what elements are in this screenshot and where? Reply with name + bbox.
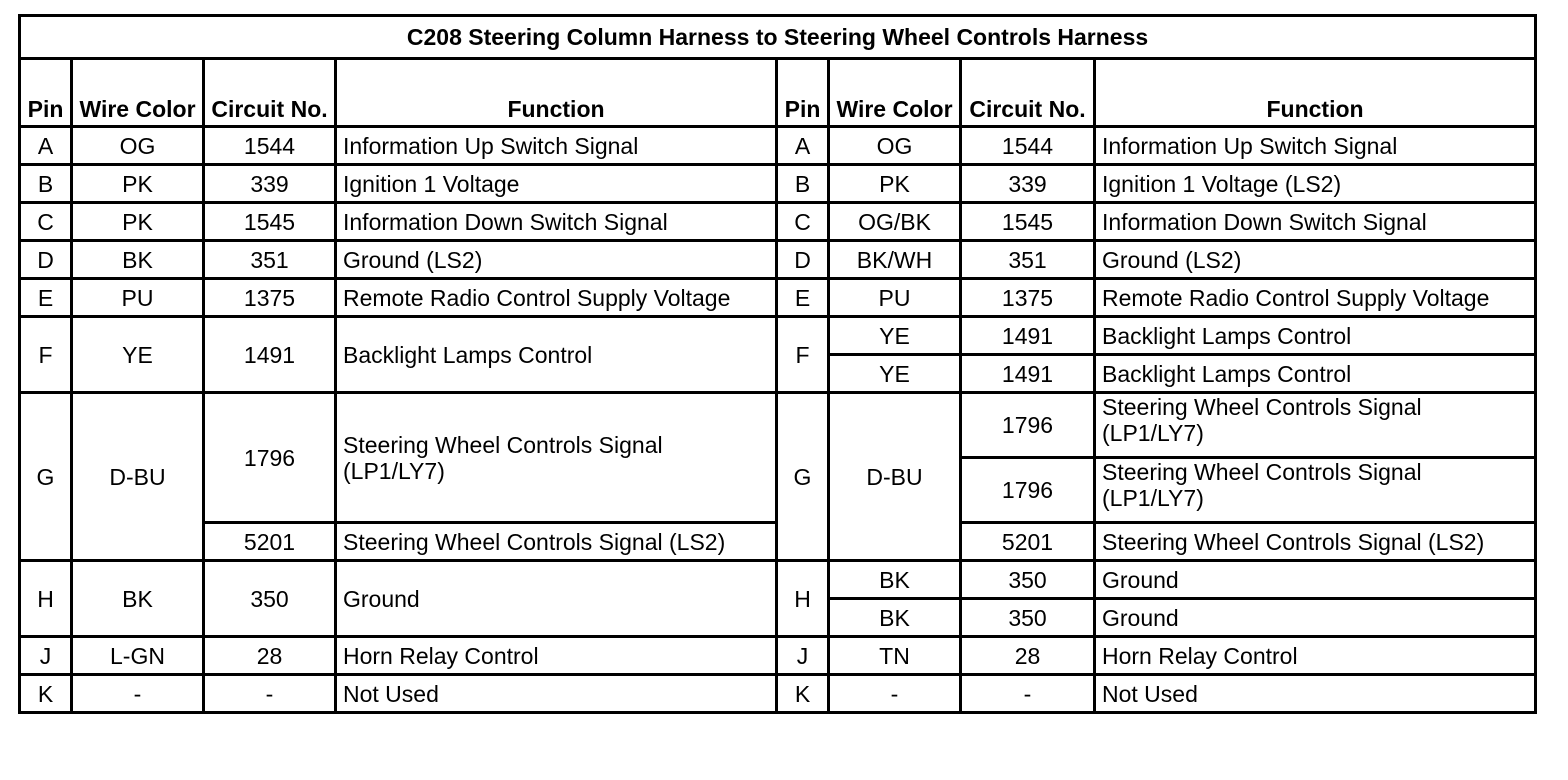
table-row <box>20 279 1536 317</box>
pin-cell: J <box>777 637 829 675</box>
function-cell: Horn Relay Control <box>1095 637 1536 675</box>
circuit-cell: 1491 <box>204 317 336 393</box>
circuit-cell: 1545 <box>961 203 1095 241</box>
table-row <box>20 203 1536 241</box>
pin-cell: C <box>20 203 72 241</box>
function-cell: Ground (LS2) <box>336 241 777 279</box>
function-cell: Not Used <box>1095 675 1536 713</box>
function-cell: Information Down Switch Signal <box>336 203 777 241</box>
wire-color-cell: YE <box>72 317 204 393</box>
header-wire-color-left: Wire Color <box>72 59 204 127</box>
pin-cell: F <box>20 317 72 393</box>
header-wire-color-right: Wire Color <box>829 59 961 127</box>
wire-color-cell: PU <box>829 279 961 317</box>
function-cell: Ground <box>1095 599 1536 637</box>
circuit-cell: 1375 <box>204 279 336 317</box>
pin-cell: D <box>20 241 72 279</box>
connector-pinout-table <box>18 14 1537 714</box>
function-cell: Backlight Lamps Control <box>336 317 777 393</box>
pin-cell: C <box>777 203 829 241</box>
wire-color-cell: TN <box>829 637 961 675</box>
wire-color-cell: YE <box>829 355 961 393</box>
pin-cell: B <box>20 165 72 203</box>
function-cell: Information Up Switch Signal <box>1095 127 1536 165</box>
circuit-cell: 351 <box>204 241 336 279</box>
pin-cell: E <box>20 279 72 317</box>
pin-cell: A <box>777 127 829 165</box>
wire-color-cell: - <box>72 675 204 713</box>
wire-color-cell: D-BU <box>72 393 204 561</box>
circuit-cell: 1375 <box>961 279 1095 317</box>
header-function-left: Function <box>336 59 777 127</box>
connector-table-sheet <box>18 14 1534 714</box>
wire-color-cell: BK/WH <box>829 241 961 279</box>
function-cell: Remote Radio Control Supply Voltage <box>1095 279 1536 317</box>
pin-cell: G <box>777 393 829 561</box>
pin-cell: B <box>777 165 829 203</box>
function-cell: Ground <box>1095 561 1536 599</box>
wire-color-cell: OG <box>829 127 961 165</box>
circuit-cell: 350 <box>961 599 1095 637</box>
function-cell: Steering Wheel Controls Signal (LS2) <box>336 523 777 561</box>
pin-cell: E <box>777 279 829 317</box>
pin-cell: K <box>777 675 829 713</box>
function-cell: Backlight Lamps Control <box>1095 355 1536 393</box>
pin-cell: H <box>20 561 72 637</box>
pin-cell: F <box>777 317 829 393</box>
header-circuit-right: Circuit No. <box>961 59 1095 127</box>
circuit-cell: 351 <box>961 241 1095 279</box>
wire-color-cell: PK <box>72 203 204 241</box>
circuit-cell: 350 <box>961 561 1095 599</box>
header-pin-right: Pin <box>777 59 829 127</box>
pin-cell: J <box>20 637 72 675</box>
circuit-cell: 5201 <box>961 523 1095 561</box>
function-cell: Ground <box>336 561 777 637</box>
wire-color-cell: - <box>829 675 961 713</box>
circuit-cell: 1491 <box>961 317 1095 355</box>
pin-cell: A <box>20 127 72 165</box>
header-function-right: Function <box>1095 59 1536 127</box>
function-cell: Backlight Lamps Control <box>1095 317 1536 355</box>
table-row <box>20 317 1536 355</box>
circuit-cell: 1491 <box>961 355 1095 393</box>
table-row <box>20 675 1536 713</box>
wire-color-cell: D-BU <box>829 393 961 561</box>
pin-cell: G <box>20 393 72 561</box>
circuit-cell: - <box>961 675 1095 713</box>
function-cell: Ground (LS2) <box>1095 241 1536 279</box>
table-row <box>20 561 1536 599</box>
function-cell: Steering Wheel Controls Signal (LS2) <box>1095 523 1536 561</box>
table-title: C208 Steering Column Harness to Steering Wheel Controls Harness <box>20 16 1536 59</box>
function-cell: Steering Wheel Controls Signal (LP1/LY7) <box>336 393 777 523</box>
wire-color-cell: YE <box>829 317 961 355</box>
wire-color-cell: PU <box>72 279 204 317</box>
circuit-cell: 28 <box>204 637 336 675</box>
pin-cell: H <box>777 561 829 637</box>
circuit-cell: 1544 <box>204 127 336 165</box>
function-cell: Horn Relay Control <box>336 637 777 675</box>
table-row <box>20 393 1536 458</box>
circuit-cell: 1796 <box>204 393 336 523</box>
table-row <box>20 637 1536 675</box>
circuit-cell: 350 <box>204 561 336 637</box>
circuit-cell: 5201 <box>204 523 336 561</box>
function-cell: Remote Radio Control Supply Voltage <box>336 279 777 317</box>
circuit-cell: 1545 <box>204 203 336 241</box>
wire-color-cell: PK <box>829 165 961 203</box>
function-cell: Ignition 1 Voltage (LS2) <box>1095 165 1536 203</box>
wire-color-cell: BK <box>72 241 204 279</box>
pin-cell: D <box>777 241 829 279</box>
function-cell: Steering Wheel Controls Signal (LP1/LY7) <box>1095 458 1536 523</box>
table-row <box>20 241 1536 279</box>
pin-cell: K <box>20 675 72 713</box>
wire-color-cell: OG/BK <box>829 203 961 241</box>
wire-color-cell: BK <box>829 599 961 637</box>
function-cell: Information Up Switch Signal <box>336 127 777 165</box>
function-cell: Information Down Switch Signal <box>1095 203 1536 241</box>
circuit-cell: 1796 <box>961 393 1095 458</box>
circuit-cell: 28 <box>961 637 1095 675</box>
table-row <box>20 165 1536 203</box>
circuit-cell: - <box>204 675 336 713</box>
circuit-cell: 339 <box>961 165 1095 203</box>
wire-color-cell: L-GN <box>72 637 204 675</box>
header-row <box>20 59 1536 127</box>
function-cell: Ignition 1 Voltage <box>336 165 777 203</box>
wire-color-cell: PK <box>72 165 204 203</box>
header-pin-left: Pin <box>20 59 72 127</box>
table-row <box>20 127 1536 165</box>
wire-color-cell: BK <box>829 561 961 599</box>
circuit-cell: 1796 <box>961 458 1095 523</box>
header-circuit-left: Circuit No. <box>204 59 336 127</box>
circuit-cell: 1544 <box>961 127 1095 165</box>
function-cell: Not Used <box>336 675 777 713</box>
function-cell: Steering Wheel Controls Signal (LP1/LY7) <box>1095 393 1536 458</box>
wire-color-cell: OG <box>72 127 204 165</box>
circuit-cell: 339 <box>204 165 336 203</box>
wire-color-cell: BK <box>72 561 204 637</box>
